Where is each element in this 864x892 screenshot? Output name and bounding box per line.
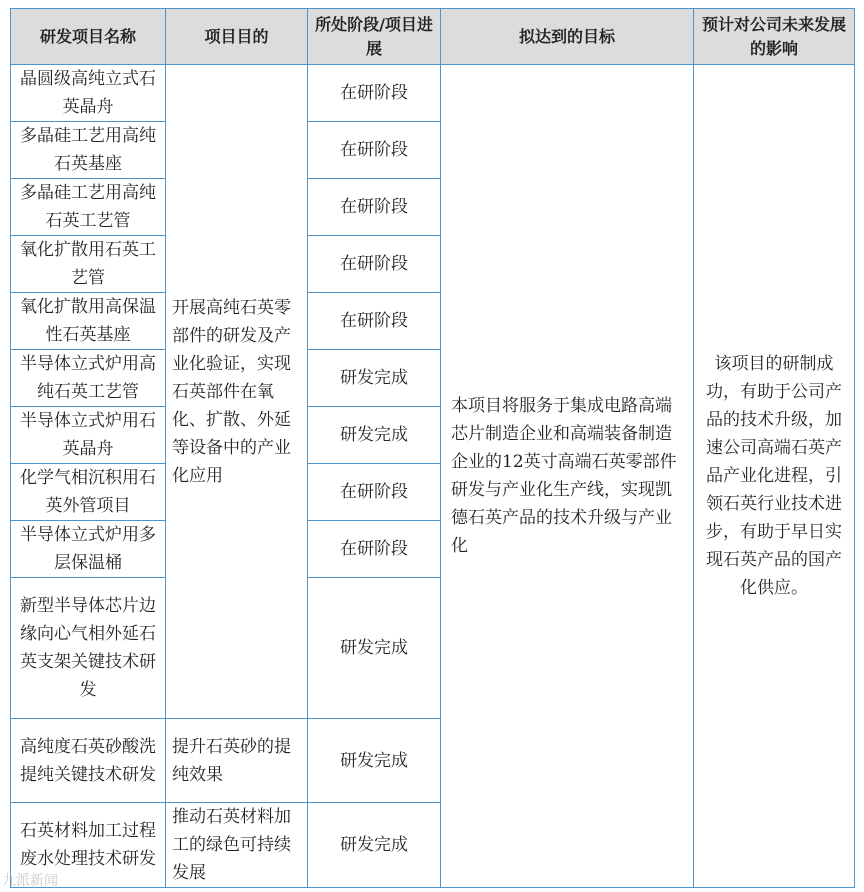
header-purpose: 项目目的 <box>166 9 308 65</box>
project-stage: 研发完成 <box>308 350 441 407</box>
project-stage: 在研阶段 <box>308 236 441 293</box>
project-stage: 在研阶段 <box>308 293 441 350</box>
project-name: 化学气相沉积用石英外管项目 <box>11 464 166 521</box>
project-name: 多晶硅工艺用高纯石英基座 <box>11 122 166 179</box>
project-stage: 研发完成 <box>308 803 441 888</box>
project-impact: 该项目的研制成功，有助于公司产品的技术升级，加速公司高端石英产品产业化进程，引领石英行业技术进步，有助于早日实现石英产品的国产化供应。 <box>694 65 855 888</box>
project-purpose-main: 开展高纯石英零部件的研发及产业化验证，实现石英部件在氧化、扩散、外延等设备中的产业化应用 <box>166 65 308 719</box>
project-name: 多晶硅工艺用高纯石英工艺管 <box>11 179 166 236</box>
project-stage: 在研阶段 <box>308 122 441 179</box>
project-stage: 在研阶段 <box>308 521 441 578</box>
table-row <box>11 65 855 122</box>
watermark: 九派新闻 <box>2 873 58 889</box>
project-name: 氧化扩散用石英工艺管 <box>11 236 166 293</box>
header-stage: 所处阶段/项目进展 <box>308 9 441 65</box>
project-name: 石英材料加工过程废水处理技术研发 <box>11 803 166 888</box>
header-row <box>11 9 855 65</box>
header-impact: 预计对公司未来发展的影响 <box>694 9 855 65</box>
project-purpose: 推动石英材料加工的绿色可持续发展 <box>166 803 308 888</box>
project-stage: 研发完成 <box>308 407 441 464</box>
header-project-name: 研发项目名称 <box>11 9 166 65</box>
project-name: 半导体立式炉用高纯石英工艺管 <box>11 350 166 407</box>
project-name: 氧化扩散用高保温性石英基座 <box>11 293 166 350</box>
project-purpose: 提升石英砂的提纯效果 <box>166 719 308 803</box>
project-name: 半导体立式炉用多层保温桶 <box>11 521 166 578</box>
project-name: 半导体立式炉用石英晶舟 <box>11 407 166 464</box>
project-stage: 研发完成 <box>308 719 441 803</box>
project-target: 本项目将服务于集成电路高端芯片制造企业和高端装备制造企业的12英寸高端石英零部件研发与产业化生产线，实现凯德石英产品的技术升级与产业化 <box>441 65 694 888</box>
project-stage: 在研阶段 <box>308 464 441 521</box>
rd-projects-table <box>10 8 855 888</box>
project-stage: 在研阶段 <box>308 179 441 236</box>
header-target: 拟达到的目标 <box>441 9 694 65</box>
project-name: 晶圆级高纯立式石英晶舟 <box>11 65 166 122</box>
project-stage: 在研阶段 <box>308 65 441 122</box>
project-name: 新型半导体芯片边缘向心气相外延石英支架关键技术研发 <box>11 578 166 719</box>
project-stage: 研发完成 <box>308 578 441 719</box>
project-name: 高纯度石英砂酸洗提纯关键技术研发 <box>11 719 166 803</box>
